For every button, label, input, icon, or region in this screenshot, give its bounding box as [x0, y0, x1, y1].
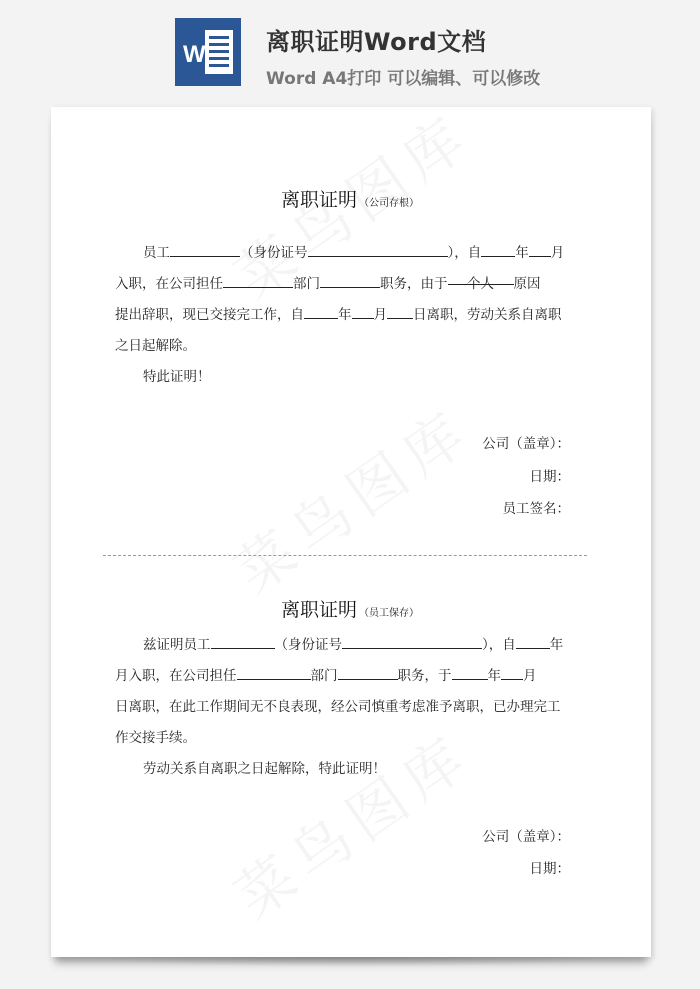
text-segment: 兹证明员工 — [143, 637, 211, 653]
text-segment: 月 — [523, 668, 537, 684]
cert2-title-note: （员工保存） — [359, 608, 419, 619]
blank-month[interactable] — [529, 241, 551, 257]
text-segment: 入职，在公司担任 — [115, 276, 223, 292]
text-segment: 职务，由于 — [380, 276, 448, 292]
blank-name[interactable] — [211, 633, 275, 649]
cert1-title-text: 离职证明 — [280, 189, 357, 211]
text-segment: 员工 — [143, 245, 170, 261]
cert1-line-4: 之日起解除。 — [115, 338, 196, 354]
cert1-line-2 — [115, 269, 585, 300]
cert1-company-seal: 公司（盖章）： — [482, 436, 570, 452]
text-segment: 月 — [373, 307, 387, 323]
cert2-title-text: 离职证明 — [280, 599, 357, 621]
cert1-line-1 — [115, 238, 585, 269]
header-title: 离职证明Word文档 — [266, 28, 487, 56]
cert2-line-4: 作交接手续。 — [115, 730, 196, 746]
blank-day[interactable] — [387, 303, 413, 319]
blank-name[interactable] — [170, 241, 240, 257]
blank-year[interactable] — [516, 633, 550, 649]
blank-department[interactable] — [237, 664, 311, 680]
text-segment: （身份证号 — [240, 245, 308, 261]
blank-position[interactable] — [338, 664, 398, 680]
text-segment: ），自 — [482, 637, 516, 653]
cert2-line-5: 劳动关系自离职之日起解除，特此证明！ — [143, 761, 386, 777]
text-segment: （身份证号 — [274, 637, 342, 653]
blank-department[interactable] — [223, 272, 293, 288]
text-segment: 月入职，在公司担任 — [115, 668, 237, 684]
cert2-body — [115, 630, 585, 785]
cert1-date: 日期： — [529, 469, 570, 485]
cert2-line-1 — [115, 630, 585, 661]
text-segment: 部门 — [310, 668, 338, 684]
blank-position[interactable] — [320, 272, 380, 288]
cert1-title — [0, 185, 700, 212]
cert1-line-3 — [115, 300, 585, 331]
cert1-line-5: 特此证明！ — [143, 369, 211, 385]
cert1-body — [115, 238, 585, 393]
cert2-company-seal: 公司（盖章）： — [482, 829, 570, 845]
cert2-date: 日期： — [529, 861, 570, 877]
blank-id[interactable] — [308, 241, 448, 257]
header-subtitle: Word A4打印 可以编辑、可以修改 — [266, 69, 541, 89]
cert2-line-2 — [115, 661, 585, 692]
header — [0, 0, 700, 100]
cert1-employee-sign: 员工签名： — [502, 501, 570, 517]
text-segment: 提出辞职，现已交接完工作，自 — [115, 307, 304, 323]
blank-year[interactable] — [481, 241, 515, 257]
text-segment: 年 — [487, 668, 501, 684]
text-segment: ），自 — [447, 245, 482, 261]
text-segment: 月 — [550, 245, 565, 261]
word-icon — [175, 18, 241, 86]
cert1-title-note: （公司存根） — [359, 198, 419, 209]
cut-line-divider — [103, 555, 587, 556]
blank-month[interactable] — [352, 303, 374, 319]
blank-year[interactable] — [304, 303, 338, 319]
text-segment: 年 — [515, 245, 529, 261]
text-segment: 部门 — [293, 276, 320, 292]
text-segment: 日离职，劳动关系自离职 — [413, 307, 562, 323]
text-segment: 原因 — [513, 276, 541, 292]
cert2-title — [0, 595, 700, 622]
cert2-line-3: 日离职，在此工作期间无不良表现，经公司慎重考虑准予离职，已办理完工 — [115, 699, 561, 715]
text-segment: 职务，于 — [397, 668, 452, 684]
blank-id[interactable] — [342, 633, 482, 649]
word-icon-letter: W — [183, 41, 206, 68]
text-segment: 年 — [549, 637, 564, 653]
blank-month[interactable] — [501, 664, 523, 680]
blank-year[interactable] — [452, 664, 488, 680]
blank-reason[interactable]: 个人 — [448, 269, 514, 285]
text-segment: 年 — [338, 307, 352, 323]
